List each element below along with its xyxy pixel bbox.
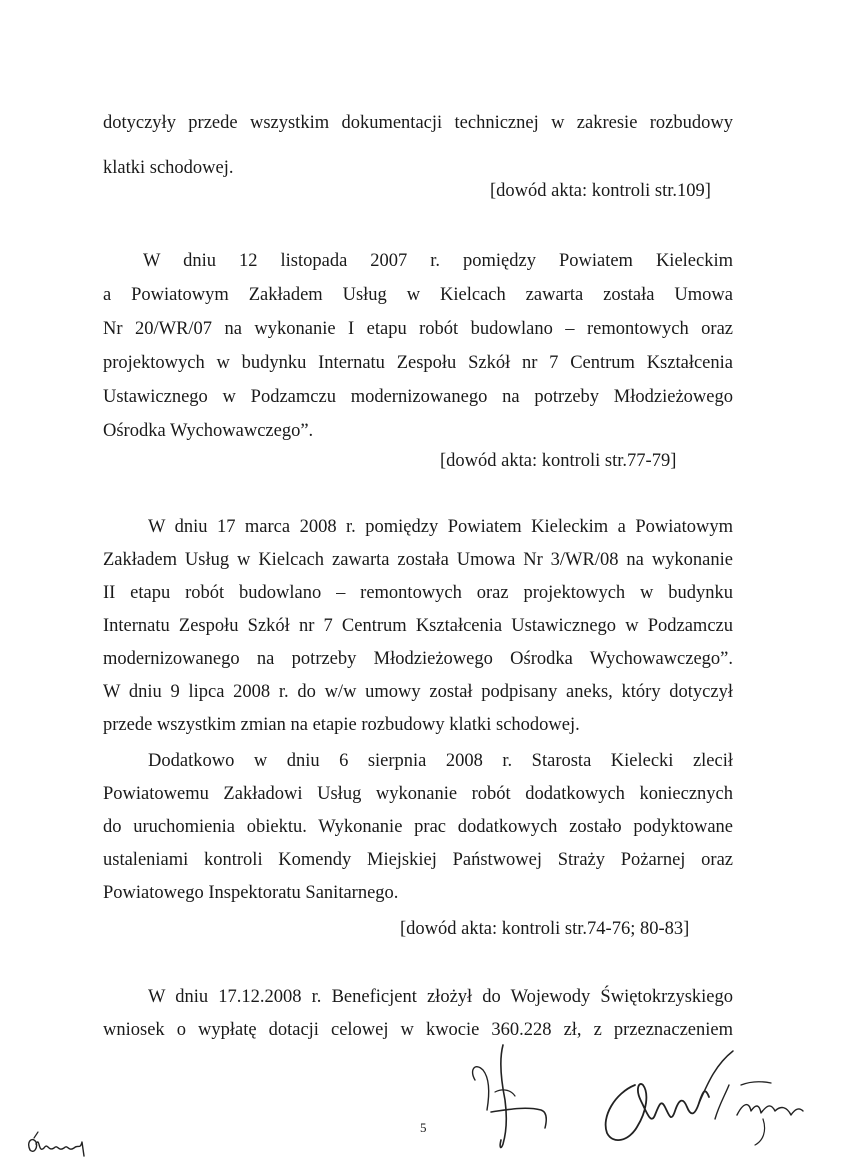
text-line: Ośrodka Wychowawczego”.: [103, 421, 314, 441]
text-line: Zakładem Usług w Kielcach zawarta została Umowa Nr 3/WR/08 na wykonanie: [103, 550, 733, 570]
text-line: W dniu 17.12.2008 r. Beneficjent złożył do Wojewody Świętokrzyskiego: [148, 987, 733, 1007]
text-line: Dodatkowo w dniu 6 sierpnia 2008 r. Starosta Kielecki zlecił: [148, 751, 733, 771]
text-line: Ustawicznego w Podzamczu modernizowanego na potrzeby Młodzieżowego: [103, 387, 733, 407]
text-line: Internatu Zespołu Szkół nr 7 Centrum Kształcenia Ustawicznego w Podzamczu: [103, 616, 733, 636]
text-line: przede wszystkim zmian na etapie rozbudowy klatki schodowej.: [103, 715, 580, 735]
text-line: Powiatowego Inspektoratu Sanitarnego.: [103, 883, 399, 903]
text-line: Powiatowemu Zakładowi Usług wykonanie robót dodatkowych koniecznych: [103, 784, 733, 804]
text-line: II etapu robót budowlano – remontowych oraz projektowych w budynku: [103, 583, 733, 603]
handwritten-signature-right: [595, 1045, 810, 1155]
text-line: dotyczyły przede wszystkim dokumentacji technicznej w zakresie rozbudowy: [103, 113, 733, 133]
text-line: modernizowanego na potrzeby Młodzieżowego Ośrodka Wychowawczego”.: [103, 649, 733, 669]
page-number: 5: [420, 1120, 427, 1135]
text-line: ustaleniami kontroli Komendy Miejskiej Państwowej Straży Pożarnej oraz: [103, 850, 733, 870]
text-line: W dniu 12 listopada 2007 r. pomiędzy Powiatem Kieleckim: [143, 251, 733, 271]
evidence-reference-2: [dowód akta: kontroli str.77-79]: [440, 451, 677, 471]
evidence-reference-3: [dowód akta: kontroli str.74-76; 80-83]: [400, 919, 690, 939]
text-line: W dniu 9 lipca 2008 r. do w/w umowy został podpisany aneks, który dotyczył: [103, 682, 733, 702]
text-line: a Powiatowym Zakładem Usług w Kielcach zawarta została Umowa: [103, 285, 733, 305]
text-line: do uruchomienia obiektu. Wykonanie prac dodatkowych zostało podyktowane: [103, 817, 733, 837]
text-line: klatki schodowej.: [103, 158, 234, 178]
text-line: Nr 20/WR/07 na wykonanie I etapu robót budowlano – remontowych oraz: [103, 319, 733, 339]
text-line: W dniu 17 marca 2008 r. pomiędzy Powiatem Kieleckim a Powiatowym: [148, 517, 733, 537]
evidence-reference-1: [dowód akta: kontroli str.109]: [490, 181, 711, 201]
text-line: wniosek o wypłatę dotacji celowej w kwocie 360.228 zł, z przeznaczeniem: [103, 1020, 733, 1040]
text-line: projektowych w budynku Internatu Zespołu Szkół nr 7 Centrum Kształcenia: [103, 353, 733, 373]
handwritten-initials-left: [24, 1128, 94, 1160]
handwritten-signature-middle: [465, 1040, 585, 1155]
